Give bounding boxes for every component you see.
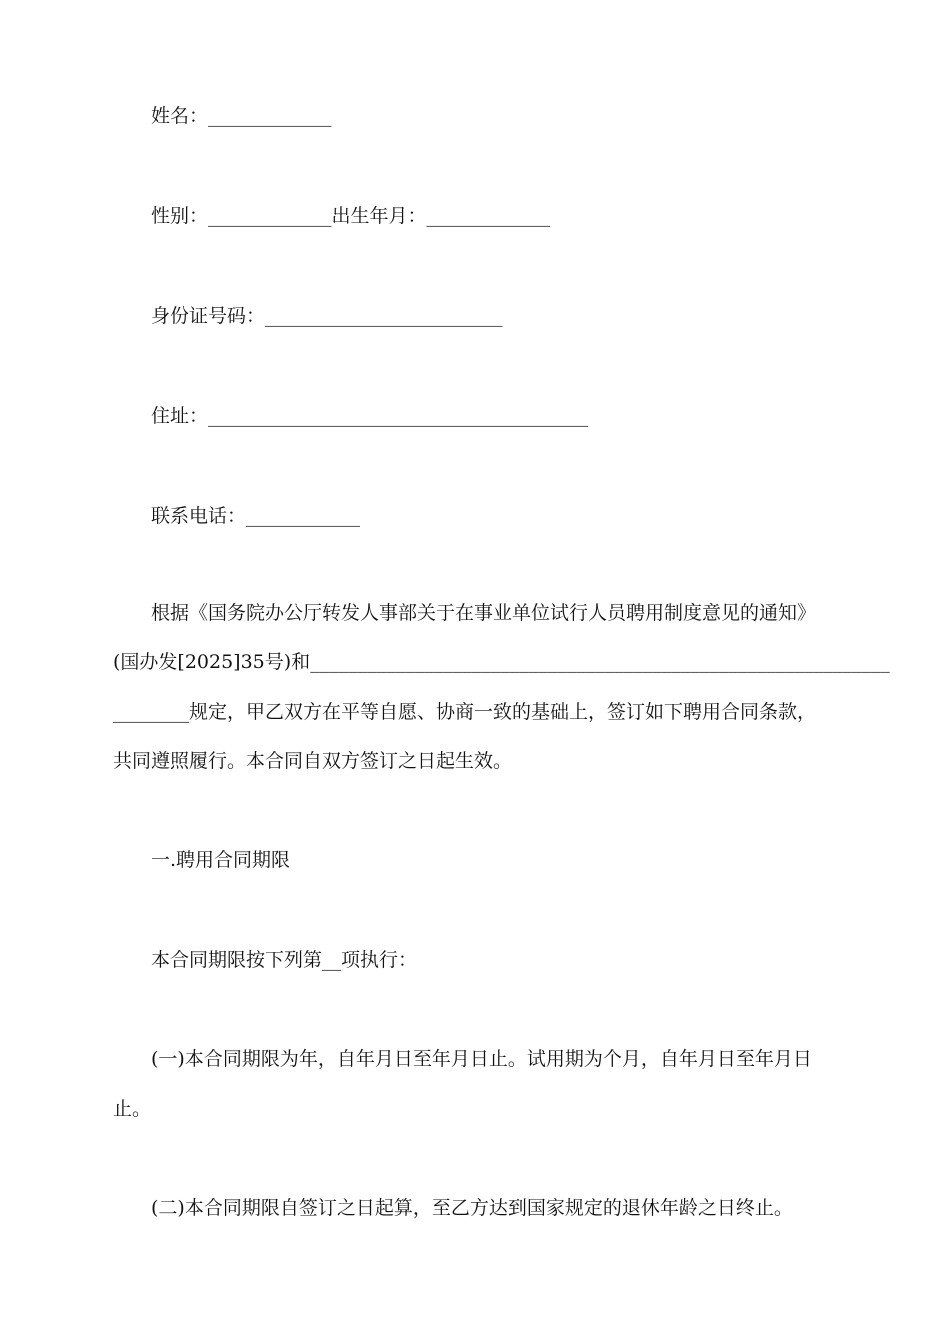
term-item-1-text-1: (一)本合同期限为年，自年月日至年月日止。试用期为个月，自年月日至年月日 [151,1048,812,1070]
term-item-2 [113,1196,881,1220]
section-1-heading [113,848,881,872]
intro-line-2 [113,650,890,674]
name-blank: _____________ [208,105,332,127]
birth-label: 出生年月： [331,205,427,227]
phone-blank: ____________ [246,505,361,527]
term-item-1-line-1 [113,1047,881,1071]
address-row [113,404,881,428]
intro-text-2: (国办发[2025]35号)和 [113,651,311,673]
term-item-2-text: (二)本合同期限自签订之日起算，至乙方达到国家规定的退休年龄之日终止。 [151,1197,793,1219]
name-label: 姓名： [151,105,209,127]
intro-line-3 [113,700,843,724]
phone-row [113,504,881,528]
gender-label: 性别： [151,205,209,227]
intro-line-1 [113,601,881,625]
intro-text-1: 根据《国务院办公厅转发人事部关于在事业单位试行人员聘用制度意见的通知》 [151,602,817,624]
term-item-1-text-2: 止。 [113,1098,152,1120]
address-blank: ________________________________________ [208,405,589,427]
intro-blank-3: ________ [113,701,189,723]
name-field-row [113,104,881,128]
intro-blank-2: _____________________________________________________________ [310,651,890,673]
id-number-row [113,304,881,328]
intro-text-3: 规定，甲乙双方在平等自愿、协商一致的基础上，签订如下聘用合同条款， [189,701,817,723]
birth-blank: _____________ [426,205,551,227]
gender-blank: _____________ [208,205,332,227]
term-choice-blank: __ [322,949,342,971]
section-1-heading-text: 一.聘用合同期限 [151,849,291,871]
intro-text-4: 共同遵照履行。本合同自双方签订之日起生效。 [113,750,513,772]
phone-label: 联系电话： [151,505,247,527]
term-choice-text-a: 本合同期限按下列第 [151,949,323,971]
term-choice-row [113,948,881,972]
gender-birth-row [113,204,881,228]
term-choice-text-b: 项执行： [341,949,418,971]
id-blank: _________________________ [265,305,503,327]
term-item-1-line-2 [113,1097,843,1121]
intro-line-4 [113,749,843,773]
id-label: 身份证号码： [151,305,266,327]
address-label: 住址： [151,405,209,427]
